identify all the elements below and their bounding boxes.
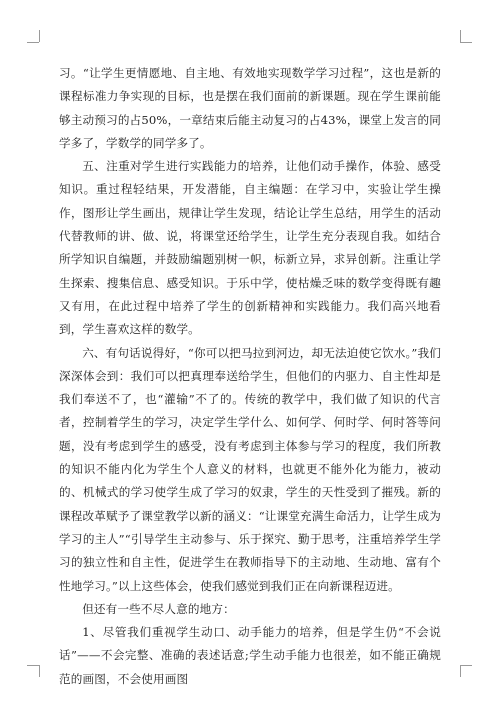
paragraph-shortcoming-1: 1、尽管我们重视学生动口、动手能力的培养，但是学生仍“不会说话”——不会完整、准确的表述话意;学生动手能力也很差，如不能正确规范的画图，不会使用画图: [59, 625, 441, 686]
corner-mark-top-left-vertical: [39, 30, 40, 42]
paragraph-shortcomings-intro: 但还有一些不尽人意的地方：: [82, 601, 235, 616]
corner-mark-top-right-vertical: [460, 30, 461, 42]
paragraph-practice-ability: 五、注重对学生进行实践能力的培养，让他们动手操作，体验、感受知识。重过程轻结果，开发潜能，自主编题：在学习中，实验让学生操作，图形让学生画出，规律让学生发现，结论让学生总结，用学生的活动代替教师的讲、做、说，将课堂还给学生，让学生充分表现自我。如结合所学知识自编题，并鼓励编题别树一帜，标新立异，求异创新。注重让学生探索、搜集信息、感受知识。于乐中学，使枯燥乏味的数学变得既有趣又有用，在此过程中培养了学生的创新精神和实践能力。我们高兴地看到，学生喜欢这样的数学。: [59, 159, 441, 337]
paragraph-horse-to-river: 六、有句话说得好，“你可以把马拉到河边，却无法迫使它饮水。”我们深深体会到：我们可以把真理奉送给学生，但他们的内驱力、自主性却是我们奉送不了，也“灌输”不了的。传统的教学中，我们做了知识的代言者，控制着学生的学习，决定学生学什么、如何学、何时学、何时答等问题，没有考虑到学生的感受，没有考虑到主体参与学习的程度，我们所教的知识不能内化为学生个人意义的材料，也就更不能外化为能力，被动的、机械式的学习使学生成了学习的奴隶，学生的天性受到了摧残。新的课程改革赋予了课堂教学以新的涵义：“让课堂充满生命活力，让学生成为学习的主人”“引导学生主动参与、乐于探究、勤于思考，注重培养学生学习的独立性和自主性，促进学生在教师指导下的主动地、生动地、富有个性地学习。”以上这些体会，使我们感觉到我们正在向新课程迈进。: [59, 345, 441, 593]
corner-mark-bottom-right-vertical: [460, 665, 461, 677]
paragraph-continuation: 习。“让学生更情愿地、自主地、有效地实现数学学习过程”，这也是新的课程标准力争实现的目标，也是摆在我们面前的新课题。现在学生课前能够主动预习的占50%，一章结束后能主动复习的占43%，课堂上发言的同学多了，学数学的同学多了。: [59, 66, 441, 150]
corner-mark-top-right-horizontal: [460, 42, 472, 43]
corner-mark-bottom-right-horizontal: [460, 665, 472, 666]
corner-mark-top-left-horizontal: [27, 42, 39, 43]
document-body: [59, 62, 441, 691]
corner-mark-bottom-left-vertical: [39, 665, 40, 677]
corner-mark-bottom-left-horizontal: [27, 665, 39, 666]
